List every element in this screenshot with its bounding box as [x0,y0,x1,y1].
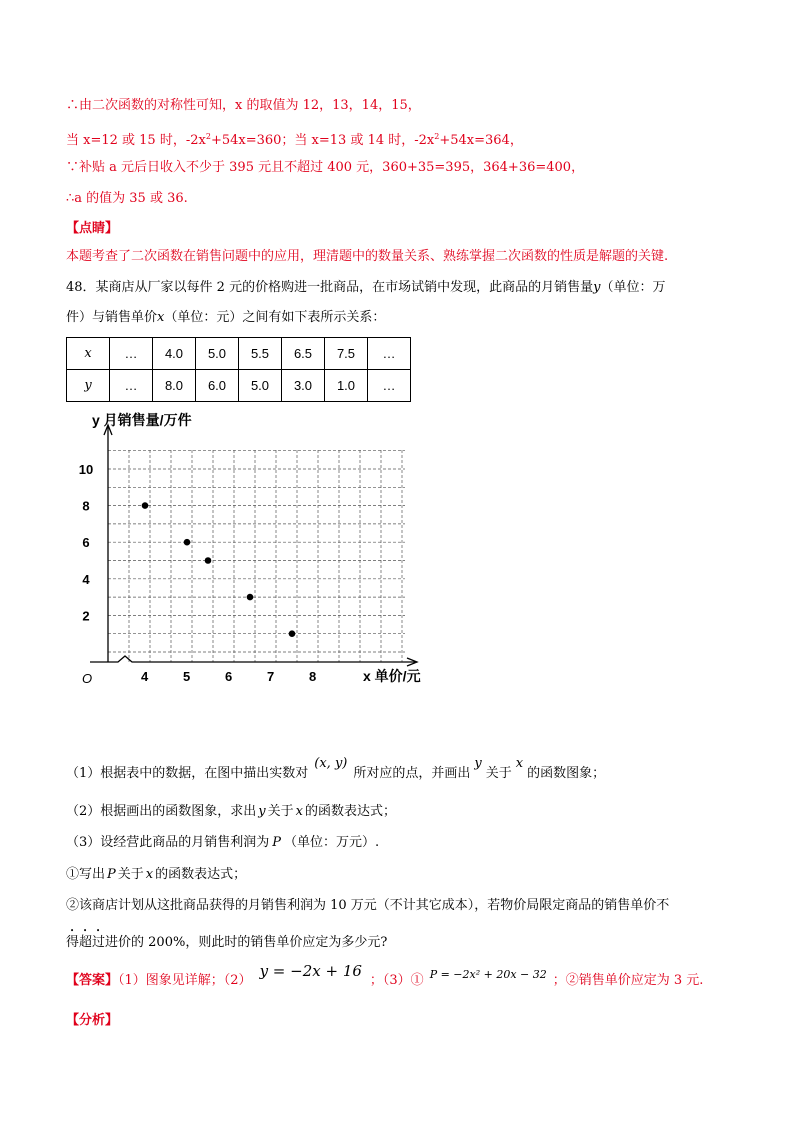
y-tick-label: 6 [82,535,90,551]
table-cell: 5.0 [239,370,282,402]
data-point [289,630,296,637]
solution-line-1: ∴由二次函数的对称性可知，x 的取值为 12，13，14，15， [66,98,421,113]
question-3-1: ①写出 P 关于 x 的函数表达式； [66,867,247,882]
data-point [142,502,149,509]
table-cell: 8.0 [153,370,196,402]
table-cell: 4.0 [153,338,196,370]
table-cell: 7.5 [325,338,368,370]
data-point [184,539,191,546]
table-cell: … [368,370,411,402]
data-table [66,337,411,402]
x-tick-label: 6 [225,669,233,684]
y-tick-label: 4 [82,571,90,587]
solution-line-3: ∵补贴 a 元后日收入不少于 395 元且不超过 400 元，360+35=395，364+36=400， [66,160,585,175]
question-2: （2）根据画出的函数图象，求出 y 关于 x 的函数表达式； [66,804,397,819]
question-1: （1）根据表中的数据，在图中描出实数对(x, y)所对应的点，并画出y关于x的函数图象； [66,756,606,781]
data-point [205,557,212,564]
y-tick-label: 2 [82,608,90,624]
table-cell: … [110,370,153,402]
chart-labels [79,412,421,686]
y-tick-label: 10 [78,462,94,477]
x-axis-title: x 单价/元 [363,668,421,684]
chart-points [142,502,296,637]
table-cell: … [110,338,153,370]
question-3-2-line-2: 得超过进价的 200%，则此时的销售单价应定为多少元? [66,935,388,950]
origin-label: O [82,671,93,686]
solution-line-4: ∴a 的值为 35 或 36. [66,191,188,206]
table-cell: … [368,338,411,370]
table-cell: x [67,338,110,370]
analysis-header: 【分析】 [66,1013,119,1028]
question-3-2-line-1: ②该商店计划从这批商品获得的月销售利润为 10 万元（不计其它成本），若物价局限定商品的销售单价不 [66,898,670,913]
solution-line-2: 当 x=12 或 15 时，$-2x^2+54x=360$；当 x=13 或 14 时，$-2x^2+54x=364$， [66,132,523,148]
y-tick-label: 8 [82,498,90,514]
table-cell: 6.0 [196,370,239,402]
problem-intro-line-1: 48．某商店从厂家以每件 2 元的价格购进一批商品，在市场试销中发现，此商品的月销售量y（单位：万 [66,280,666,295]
data-point [247,594,254,601]
chart-grid [108,450,405,662]
x-tick-label: 4 [141,669,149,684]
x-tick-label: 8 [309,669,317,684]
question-3: （3）设经营此商品的月销售利润为 P （单位：万元）. [66,835,380,850]
table-row-x [67,338,411,370]
scatter-chart [60,405,440,695]
table-cell: 3.0 [282,370,325,402]
table-row-y [67,370,411,402]
y-axis-title: y 月销售量/万件 [92,412,192,428]
comment-header: 【点睛】 [66,221,119,236]
answer-line: 【答案】（1）图象见详解；（2）y = −2x + 16；（3）① $^{P = -2x^2 + 20x - 32}$ ；②销售单价应定为 3 元. [66,962,704,988]
x-axis [90,656,415,662]
table-cell: 1.0 [325,370,368,402]
table-cell: y [67,370,110,402]
table-cell: 5.5 [239,338,282,370]
x-tick-label: 5 [183,669,191,684]
table-cell: 6.5 [282,338,325,370]
table-cell: 5.0 [196,338,239,370]
comment-text: 本题考查了二次函数在销售问题中的应用，理清题中的数量关系、熟练掌握二次函数的性质是解题的关键. [66,249,669,264]
x-tick-label: 7 [267,669,275,684]
chart-axes [90,425,417,666]
problem-intro-line-2: 件）与销售单价x（单位：元）之间有如下表所示关系： [66,310,386,325]
